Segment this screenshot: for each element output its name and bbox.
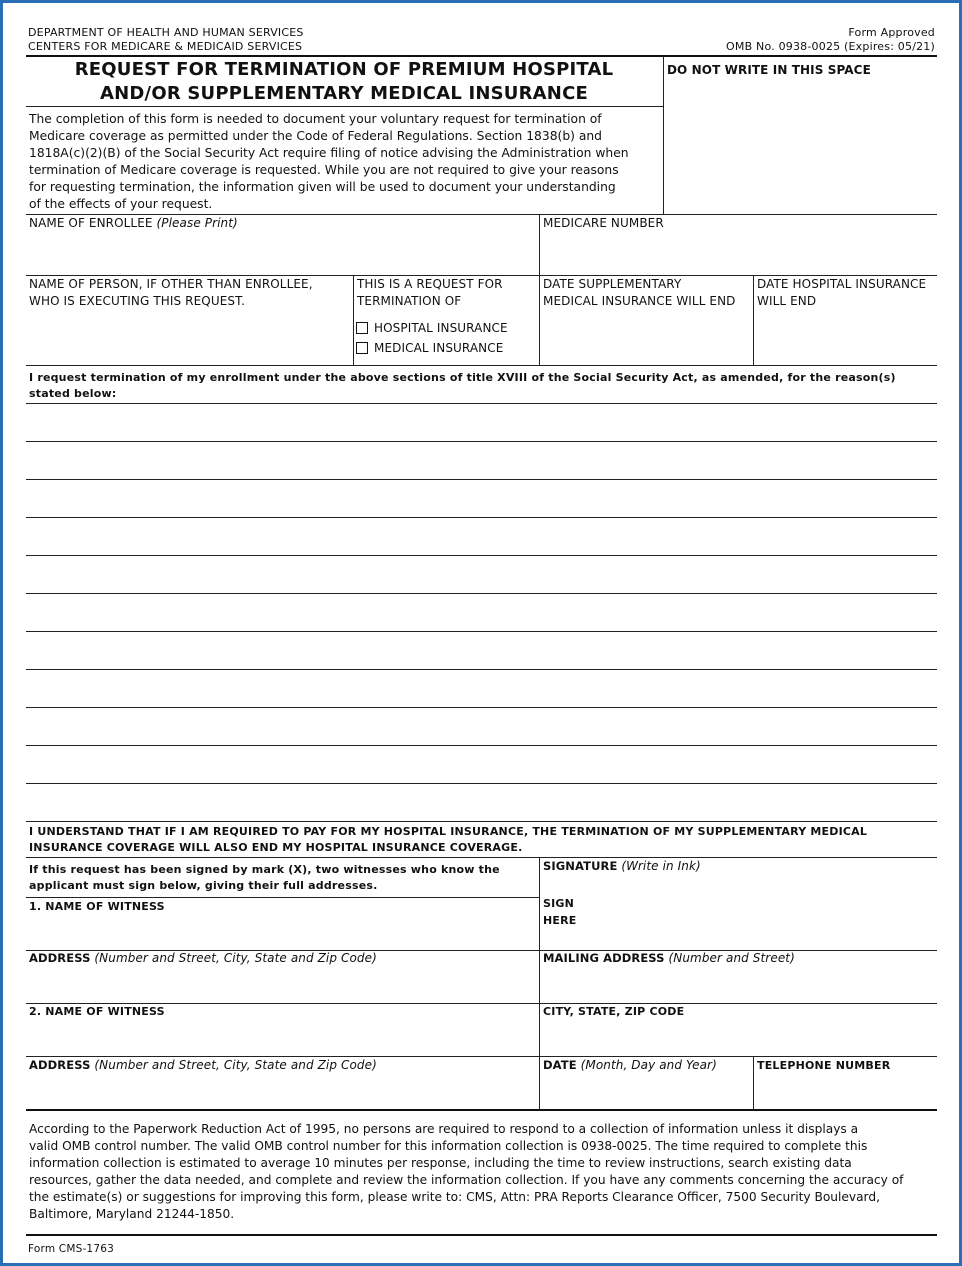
address-1-field[interactable]	[28, 968, 536, 1001]
divider-753	[753, 275, 754, 365]
form-number: Form CMS-1763	[28, 1243, 114, 1255]
rule-1109	[26, 1109, 937, 1111]
intro-line: 1818A(c)(2)(B) of the Social Security Act require filing of notice advising the Administration when	[29, 146, 629, 160]
form-title	[28, 58, 660, 106]
pra-line: the estimate(s) or suggestions for improving this form, please write to: CMS, Attn: PRA Reports Clearance Officer, 7500 Security Boulevard,	[29, 1190, 880, 1204]
intro-line: Medicare coverage as permitted under the Code of Federal Regulations. Section 1838(b) and	[29, 129, 602, 143]
address-2-field[interactable]	[28, 1075, 536, 1107]
do-not-write-divider	[663, 56, 664, 214]
reason-line	[26, 669, 937, 670]
reason-line	[26, 441, 937, 442]
date-hi-field[interactable]	[756, 312, 934, 362]
pra-line: According to the Paperwork Reduction Act of 1995, no persons are required to respond to a collection of information unless it displays a	[29, 1122, 859, 1136]
request-label: THIS IS A REQUEST FOR TERMINATION OF	[357, 277, 503, 308]
intro-paragraph	[29, 111, 659, 213]
enrollee-name-field[interactable]	[28, 233, 536, 273]
reason-line	[26, 593, 937, 594]
title-line-2: AND/OR SUPPLEMENTARY MEDICAL INSURANCE	[100, 83, 588, 104]
intro-line: of the effects of your request.	[29, 197, 213, 211]
rule-1234	[26, 1234, 937, 1236]
reason-line	[26, 479, 937, 480]
address-2-label: ADDRESS (Number and Street, City, State and Zip Code)	[29, 1058, 377, 1072]
pra-statement	[29, 1121, 937, 1223]
understand-statement: I UNDERSTAND THAT IF I AM REQUIRED TO PAY FOR MY HOSPITAL INSURANCE, THE TERMINATION OF MY SUPPLEMENTARY MEDICAL INSURANCE COVERAGE WILL ALSO END MY HOSPITAL INSURANCE COVERAGE.	[29, 825, 868, 854]
executor-label: NAME OF PERSON, IF OTHER THAN ENROLLEE, WHO IS EXECUTING THIS REQUEST.	[29, 277, 313, 308]
reason-line	[26, 745, 937, 746]
rule-365	[26, 365, 937, 366]
title-line-1: REQUEST FOR TERMINATION OF PREMIUM HOSPITAL	[74, 59, 614, 80]
date-hi-label: DATE HOSPITAL INSURANCE WILL END	[757, 277, 927, 308]
city-state-zip-label: CITY, STATE, ZIP CODE	[543, 1005, 685, 1018]
pra-line: Baltimore, Maryland 21244-1850.	[29, 1207, 235, 1221]
sign-here-marker: SIGN HERE	[543, 897, 577, 927]
header-rule	[26, 55, 937, 57]
reason-line	[26, 821, 937, 822]
date-smi-field[interactable]	[542, 312, 750, 362]
address-1-label: ADDRESS (Number and Street, City, State and Zip Code)	[29, 951, 377, 965]
pra-line: information collection is estimated to average 10 minutes per response, including the time to review instructions, search existing data	[29, 1156, 852, 1170]
do-not-write-label: DO NOT WRITE IN THIS SPACE	[667, 63, 871, 77]
omb-number: OMB No. 0938-0025 (Expires: 05/21)	[726, 40, 935, 53]
title-rule	[26, 106, 663, 107]
hospital-insurance-checkbox[interactable]	[356, 322, 368, 334]
reason-line	[26, 517, 937, 518]
witness-2-label: 2. NAME OF WITNESS	[29, 1005, 165, 1018]
intro-line: termination of Medicare coverage is requested. While you are not required to give your reasons	[29, 163, 619, 177]
executor-name-field[interactable]	[28, 312, 350, 362]
agency-line-1: DEPARTMENT OF HEALTH AND HUMAN SERVICES	[28, 26, 304, 39]
reason-line	[26, 707, 937, 708]
reason-line	[26, 631, 937, 632]
date-smi-label: DATE SUPPLEMENTARY MEDICAL INSURANCE WILL END	[543, 277, 736, 308]
divider-353	[353, 275, 354, 365]
divider-539-lower	[539, 857, 540, 1109]
witness-1-field[interactable]	[28, 916, 536, 948]
medicare-number-label: MEDICARE NUMBER	[543, 216, 664, 230]
medicare-number-field[interactable]	[542, 233, 934, 273]
divider-753-lower	[753, 1056, 754, 1109]
witness-1-label: 1. NAME OF WITNESS	[29, 900, 165, 913]
pra-line: valid OMB control number. The valid OMB control number for this information collection is 0938-0025. The time required to complete this	[29, 1139, 868, 1153]
reason-text-area[interactable]	[26, 404, 937, 820]
divider-539	[539, 214, 540, 365]
reason-line	[26, 555, 937, 556]
city-state-zip-field[interactable]	[542, 1021, 934, 1054]
date-field[interactable]	[542, 1075, 750, 1107]
rule-897	[26, 897, 539, 898]
enrollee-name-label: NAME OF ENROLLEE (Please Print)	[29, 216, 238, 230]
telephone-label: TELEPHONE NUMBER	[757, 1059, 891, 1072]
intro-line: for requesting termination, the information given will be used to document your understanding	[29, 180, 616, 194]
intro-line: The completion of this form is needed to document your voluntary request for termination of	[29, 112, 602, 126]
witness-2-field[interactable]	[28, 1021, 536, 1054]
signature-field[interactable]	[590, 876, 934, 948]
mark-instructions: If this request has been signed by mark (X), two witnesses who know the applicant must sign below, giving their full addresses.	[29, 863, 500, 892]
date-label: DATE (Month, Day and Year)	[543, 1058, 717, 1072]
hospital-insurance-option[interactable]: HOSPITAL INSURANCE	[356, 320, 508, 337]
reason-statement: I request termination of my enrollment under the above sections of title XVIII of the Social Security Act, as amended, for the reason(s) stated below:	[29, 371, 896, 400]
agency-line-2: CENTERS FOR MEDICARE & MEDICAID SERVICES	[28, 40, 303, 53]
rule-1003	[26, 1003, 937, 1004]
signature-label: SIGNATURE (Write in Ink)	[543, 859, 701, 873]
pra-line: resources, gather the data needed, and complete and review the information collection. If you have any comments concerning the accuracy of	[29, 1173, 904, 1187]
telephone-field[interactable]	[756, 1075, 934, 1107]
medical-insurance-checkbox[interactable]	[356, 342, 368, 354]
medical-insurance-option[interactable]: MEDICAL INSURANCE	[356, 340, 503, 357]
mailing-address-label: MAILING ADDRESS (Number and Street)	[543, 951, 795, 965]
reason-line	[26, 783, 937, 784]
rule-857	[26, 857, 937, 858]
form-approved: Form Approved	[848, 26, 935, 39]
mailing-address-field[interactable]	[542, 968, 934, 1001]
